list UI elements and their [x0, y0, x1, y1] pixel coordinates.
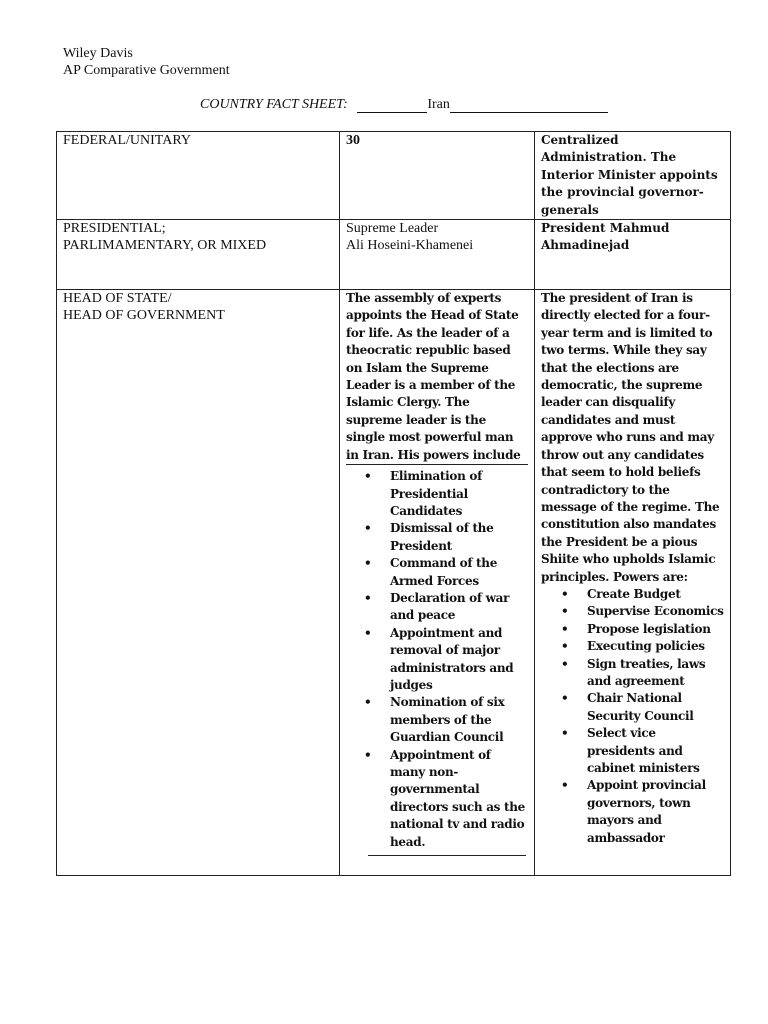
document-title	[200, 97, 608, 113]
title-blank-right	[450, 98, 608, 113]
table-row-head-of-state	[57, 290, 731, 876]
row-detail-cell	[535, 220, 731, 290]
list-item: • Appointment and removal of major administrators and judges	[390, 625, 528, 695]
author-name: Wiley Davis	[63, 46, 133, 61]
row-label: FEDERAL/UNITARY	[63, 133, 191, 148]
president-cell	[535, 290, 731, 876]
president-name: President Mahmud Ahmadinejad	[541, 221, 670, 253]
course-name: AP Comparative Government	[63, 63, 230, 78]
list-item: • Select vice presidents and cabinet ministers	[587, 725, 724, 777]
row-detail-cell	[535, 132, 731, 220]
row-label-line: HEAD OF STATE/	[63, 291, 172, 307]
row-label-line: HEAD OF GOVERNMENT	[63, 308, 225, 324]
document-header	[63, 45, 230, 79]
title-blank-left	[357, 98, 427, 113]
list-item: • Sign treaties, laws and agreement	[587, 656, 724, 691]
row-detail: Centralized Administration. The Interior Minister appoints the provincial governor-generals	[541, 133, 718, 217]
list-item: • Declaration of war and peace	[390, 590, 528, 625]
table-row-federal-unitary	[57, 132, 731, 220]
row-label-line: PRESIDENTIAL;	[63, 221, 166, 237]
list-item: • Create Budget	[587, 586, 724, 603]
section-divider	[368, 851, 526, 856]
leader-title: Supreme Leader	[346, 221, 439, 237]
leader-name: Ali Hoseini-Khamenei	[346, 238, 474, 254]
row-value-cell	[340, 132, 535, 220]
row-value-cell	[340, 220, 535, 290]
president-powers-list	[541, 586, 724, 847]
country-name: Iran	[427, 97, 450, 112]
row-value: 30	[346, 133, 360, 148]
list-item: • Nomination of six members of the Guardian Council	[390, 694, 528, 746]
list-item: • Appointment of many non-governmental directors such as the national tv and radio head.	[390, 747, 528, 851]
supreme-leader-powers-list	[346, 468, 528, 851]
row-label-line: PARLIMAMENTARY, OR MIXED	[63, 238, 267, 254]
supreme-leader-description: The assembly of experts appoints the Head of State for life. As the leader of a theocratic republic based on Islam the Supreme Leader is a member of the Islamic Clergy. The supreme leader is the single most powerful man in Iran. His powers include	[346, 290, 528, 465]
row-label-cell	[57, 290, 340, 876]
list-item: • Supervise Economics	[587, 603, 724, 620]
title-label: COUNTRY FACT SHEET:	[200, 97, 348, 112]
list-item: • Propose legislation	[587, 621, 724, 638]
list-item: • Dismissal of the President	[390, 520, 528, 555]
list-item: • Executing policies	[587, 638, 724, 655]
list-item: • Command of the Armed Forces	[390, 555, 528, 590]
fact-table	[56, 131, 731, 876]
supreme-leader-cell	[340, 290, 535, 876]
president-description: The president of Iran is directly elected for a four-year term and is limited to two terms. While they say that the elections are democratic, the supreme leader can disqualify candidates and must approve who runs and may throw out any candidates that seem to hold beliefs contradictory to the message of the regime. The constitution also mandates the President be a pious Shiite who upholds Islamic principles. Powers are:	[541, 291, 720, 584]
table-row-system-type	[57, 220, 731, 290]
row-label-cell	[57, 132, 340, 220]
list-item: • Chair National Security Council	[587, 690, 724, 725]
list-item: • Elimination of Presidential Candidates	[390, 468, 528, 520]
list-item: • Appoint provincial governors, town mayors and ambassador	[587, 777, 724, 847]
row-label-cell	[57, 220, 340, 290]
